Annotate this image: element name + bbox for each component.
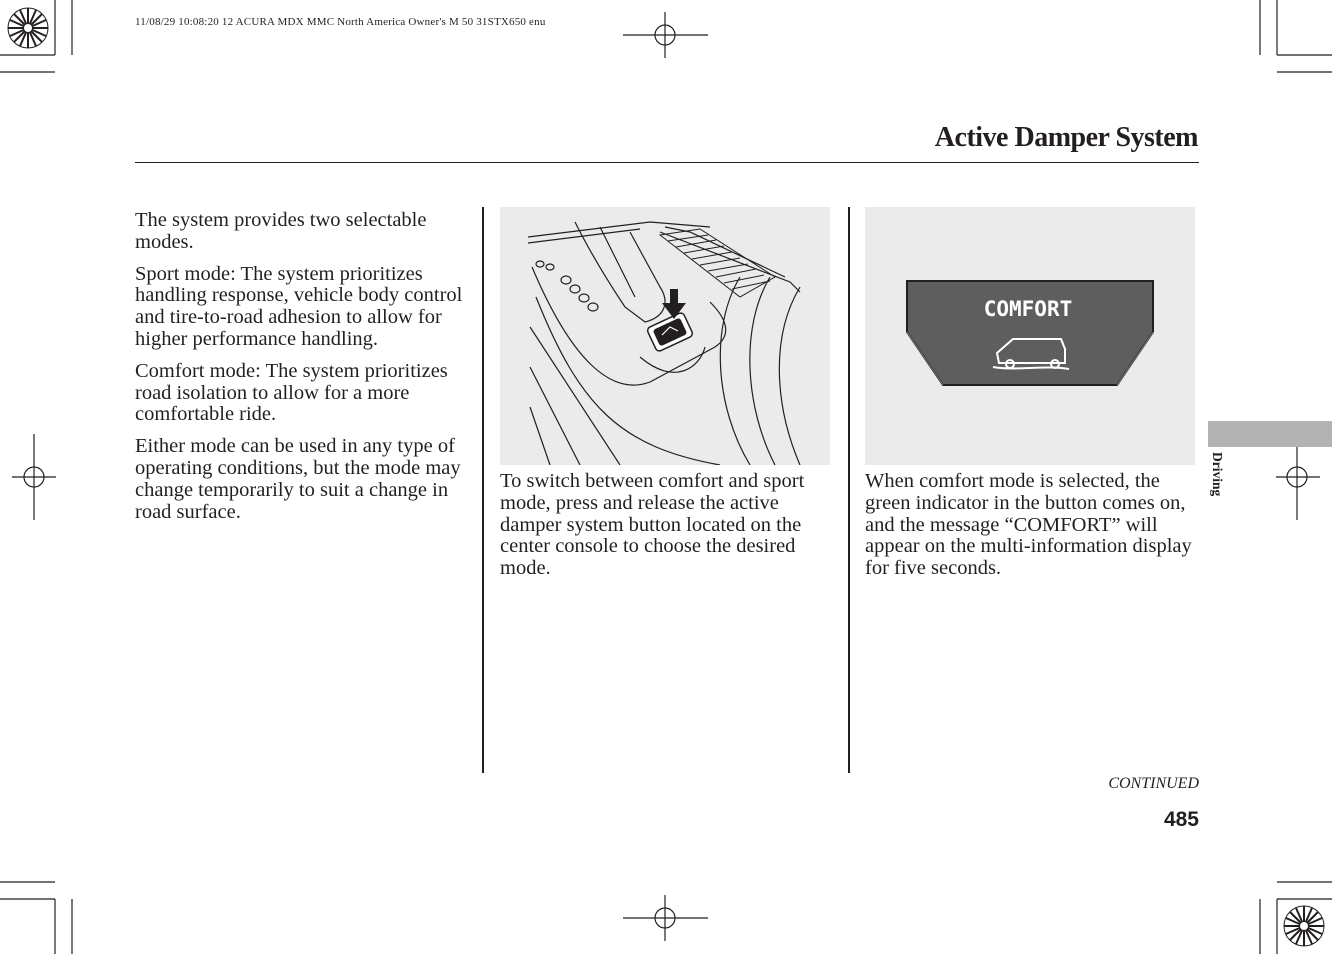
section-tab-label: Driving [1210,452,1225,497]
display-illustration [865,207,1195,465]
print-slug: 11/08/29 10:08:20 12 ACURA MDX MMC North America Owner's M 50 31STX650 enu [135,16,546,28]
figure1-caption: To switch between comfort and sport mode, press and release the active damper system button located on the center console to choose the desired mode. [500,470,805,580]
paragraph: Either mode can be used in any type of operating conditions, but the mode may change temporarily to suit a change in road surface. [135,435,461,523]
section-tab [1208,421,1332,447]
column-1 [135,210,475,533]
page-number: 485 [1163,808,1199,831]
column-divider [848,207,850,773]
registration-target-top [623,12,708,58]
paragraph: Comfort mode: The system prioritizes road isolation to allow for a more comfortable ride. [135,359,448,426]
display-message: COMFORT [983,297,1073,321]
title-rule [135,162,1199,163]
console-illustration [500,207,830,465]
page-title: Active Damper System [934,122,1198,153]
registration-target-bottom [623,895,708,941]
registration-target-left [12,434,56,520]
continued-note: CONTINUED [1108,775,1199,792]
display-drawing [865,207,1195,465]
paragraph: The system provides two selectable modes. [135,209,427,253]
star-target-bottom-right [1284,906,1324,946]
column-divider [482,207,484,773]
star-target-top-left [8,8,48,48]
figure2-caption: When comfort mode is selected, the green indicator in the button comes on, and the message “COMFORT” will appear on the multi-information display for five seconds. [865,470,1192,580]
paragraph: Sport mode: The system prioritizes handling response, vehicle body control and tire-to-road adhesion to allow for higher performance handling. [135,262,463,350]
console-drawing [500,207,830,465]
